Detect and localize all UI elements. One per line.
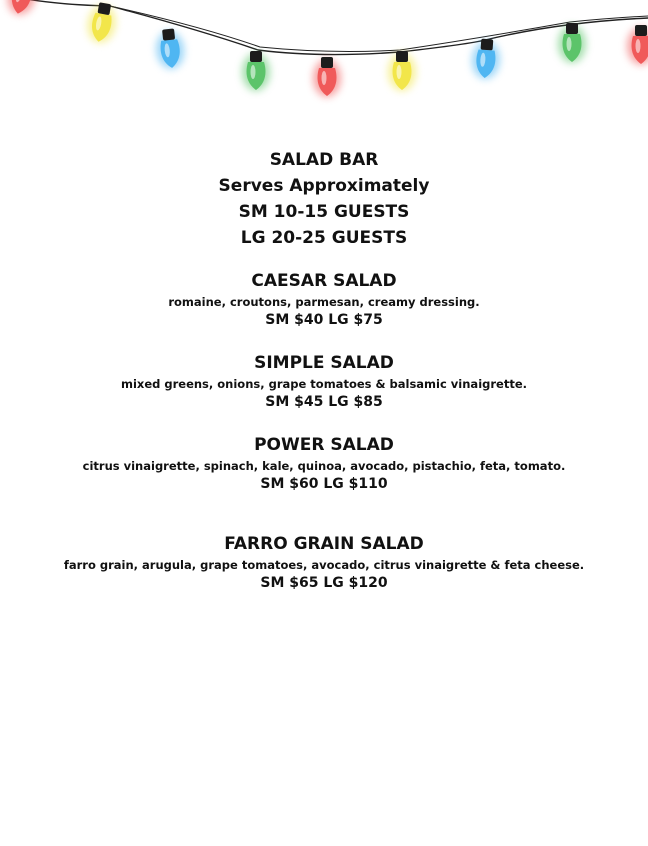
- item-name-simple: SIMPLE SALAD: [254, 353, 394, 373]
- menu-heading: SALAD BAR: [269, 150, 379, 170]
- light-bulb-icon: [627, 25, 648, 65]
- item-description-power: citrus vinaigrette, spinach, kale, quinoa, avocado, pistachio, feta, tomato.: [82, 459, 566, 473]
- light-bulb-icon: [558, 23, 586, 63]
- item-price-caesar: SM $40 LG $75: [265, 312, 383, 328]
- item-name-power: POWER SALAD: [254, 435, 394, 455]
- serves-label: Serves Approximately: [218, 176, 430, 196]
- light-bulb-icon: [154, 28, 186, 71]
- item-description-caesar: romaine, croutons, parmesan, creamy dressing.: [168, 295, 480, 309]
- item-name-caesar: CAESAR SALAD: [251, 271, 397, 291]
- light-bulb-icon: [388, 51, 416, 91]
- item-price-simple: SM $45 LG $85: [265, 394, 383, 410]
- light-bulb-icon: [242, 51, 270, 91]
- light-bulb-icon: [313, 57, 341, 97]
- item-description-farro: farro grain, arugula, grape tomatoes, avocado, citrus vinaigrette & feta cheese.: [63, 558, 585, 572]
- string-lights-decoration: [0, 0, 648, 110]
- small-serving-size: SM 10-15 GUESTS: [238, 202, 410, 222]
- item-price-farro: SM $65 LG $120: [260, 575, 388, 591]
- item-description-simple: mixed greens, onions, grape tomatoes & balsamic vinaigrette.: [120, 377, 527, 391]
- large-serving-size: LG 20-25 GUESTS: [240, 228, 408, 248]
- light-bulb-icon: [4, 0, 40, 17]
- light-bulb-icon: [471, 38, 502, 80]
- item-name-farro: FARRO GRAIN SALAD: [224, 534, 424, 554]
- item-price-power: SM $60 LG $110: [260, 476, 388, 492]
